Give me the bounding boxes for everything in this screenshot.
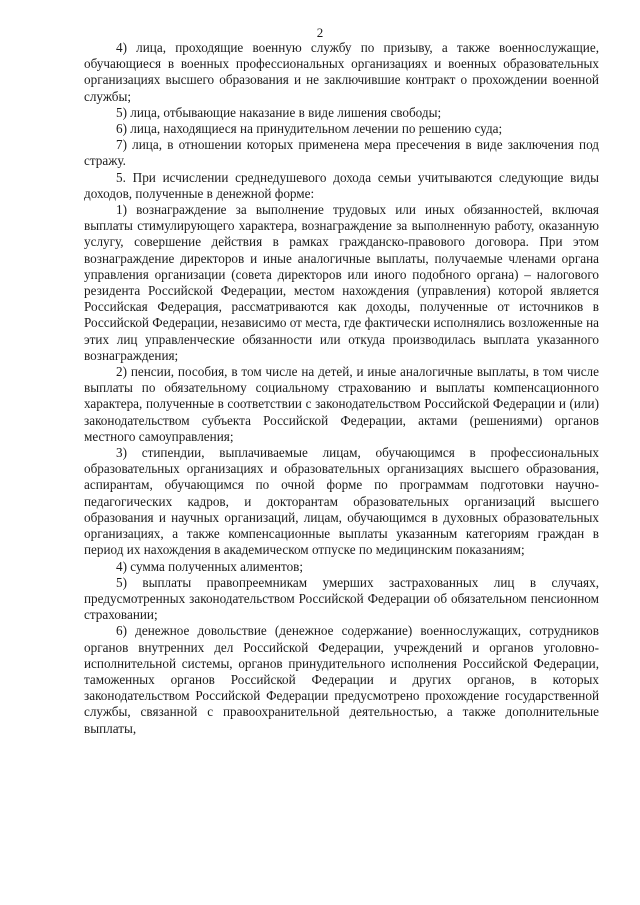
paragraph-income-3-scholarships: 3) стипендии, выплачиваемые лицам, обучающимся в профессиональных образовательных организациях и образовательных организациях высшего образования, аспирантам, обучающимся по очной форме по программам подготовки научно-педагогических кадров, и докторантам образовательных организаций высшего образования и научных организаций, лицам, обучающимся в духовных образовательных организациях, а также компенсационные выплаты указанным категориям граждан в период их нахождения в академическом отпуске по медицинским показаниям;	[84, 445, 599, 558]
paragraph-item-7-detention: 7) лица, в отношении которых применена мера пресечения в виде заключения под стражу.	[84, 137, 599, 169]
paragraph-clause-5-income-types: 5. При исчислении среднедушевого дохода семьи учитываются следующие виды доходов, полученные в денежной форме:	[84, 169, 599, 201]
paragraph-income-6-allowance: 6) денежное довольствие (денежное содержание) военнослужащих, сотрудников органов внутренних дел Российской Федерации, учреждений и органов уголовно-исполнительной системы, органов принудительного исполнения Российской Федерации, таможенных органов Российской Федерации и других органов, в которых законодательством Российской Федерации предусмотрено прохождение государственной службы, связанной с правоохранительной деятельностью, а также дополнительные выплаты,	[84, 623, 599, 736]
paragraph-item-4-military-conscripts: 4) лица, проходящие военную службу по призыву, а также военнослужащие, обучающиеся в военных профессиональных организациях и военных образовательных организациях высшего образования и не заключившие контракт о прохождении военной службы;	[84, 40, 599, 104]
paragraph-income-5-successor-payments: 5) выплаты правопреемникам умерших застрахованных лиц в случаях, предусмотренных законодательством Российской Федерации об обязательном пенсионном страховании;	[84, 574, 599, 623]
paragraph-income-2-pensions: 2) пенсии, пособия, в том числе на детей, и иные аналогичные выплаты, в том числе выплаты по обязательному социальному страхованию и выплаты компенсационного характера, полученные в соответствии с законодательством Российской Федерации и (или) законодательством субъекта Российской Федерации, актами (решениями) органов местного самоуправления;	[84, 364, 599, 444]
paragraph-income-4-alimony: 4) сумма полученных алиментов;	[116, 558, 304, 574]
page-number: 2	[316, 25, 324, 40]
document-body	[84, 40, 599, 737]
paragraph-item-6-compulsory-treatment: 6) лица, находящиеся на принудительном лечении по решению суда;	[116, 121, 503, 137]
paragraph-income-1-remuneration: 1) вознаграждение за выполнение трудовых или иных обязанностей, включая выплаты стимулирующего характера, вознаграждение за выполненную работу, оказанную услугу, совершение действия в рамках гражданско-правового договора. При этом вознаграждение директоров и иные аналогичные выплаты, получаемые членами органа управления организации (совета директоров или иного подобного органа) – налогового резидента Российской Федерации, местом нахождения (управления) которой является Российская Федерация, рассматриваются как доходы, полученные от источников в Российской Федерации, независимо от места, где фактически исполнялись возложенные на этих лиц управленческие обязанности или откуда производилась выплата указанного вознаграждения;	[84, 202, 599, 363]
paragraph-item-5-imprisoned: 5) лица, отбывающие наказание в виде лишения свободы;	[116, 104, 442, 120]
